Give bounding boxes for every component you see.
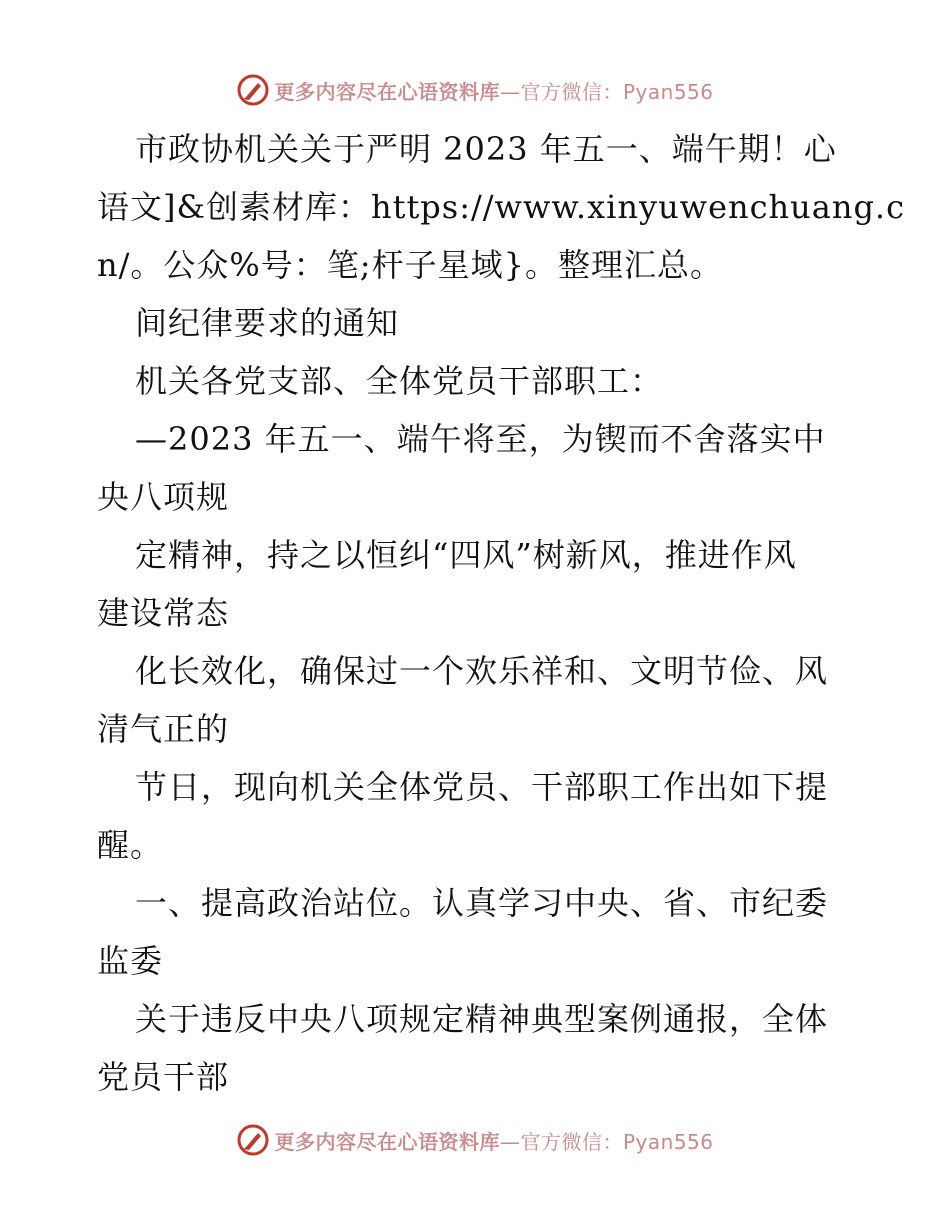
doc-line: 监委 xyxy=(97,942,164,980)
header-banner-text xyxy=(274,76,713,105)
header-banner xyxy=(0,70,950,110)
doc-line: 一、提高政治站位。认真学习中央、省、市纪委 xyxy=(135,884,829,922)
footer-banner-dash: — xyxy=(499,1129,521,1154)
doc-line: 节日，现向机关全体党员、干部职工作出如下提 xyxy=(135,768,829,806)
header-banner-dash: — xyxy=(499,79,521,104)
doc-line: 建设常态 xyxy=(97,594,230,632)
footer-banner-wechat-id: Pyan556 xyxy=(622,1129,714,1154)
doc-line: 清气正的 xyxy=(97,710,230,748)
doc-line: 市政协机关关于严明 2023 年五一、端午期！心 xyxy=(135,130,837,168)
doc-line: n/。公众%号：笔;杆子星域}。整理汇总。 xyxy=(97,246,723,284)
footer-banner xyxy=(0,1120,950,1160)
footer-banner-text xyxy=(274,1126,713,1155)
pen-nib-logo-icon xyxy=(236,73,270,107)
footer-banner-site: 更多内容尽在心语资料库 xyxy=(274,1129,500,1154)
doc-line: 化长效化，确保过一个欢乐祥和、文明节俭、风 xyxy=(135,652,829,690)
doc-line: 语文]&创素材库：https://www.xinyuwenchuang.c xyxy=(97,188,906,226)
header-banner-wechat-id: Pyan556 xyxy=(622,79,714,104)
pen-nib-logo-icon xyxy=(236,1123,270,1157)
footer-banner-wechat-label: 官方微信： xyxy=(520,1129,623,1154)
doc-line: —2023 年五一、端午将至，为锲而不舍落实中 xyxy=(135,420,826,458)
doc-line: 定精神，持之以恒纠“四风”树新风，推进作风 xyxy=(135,536,797,574)
doc-line: 机关各党支部、全体党员干部职工： xyxy=(135,362,664,400)
header-banner-wechat-label: 官方微信： xyxy=(520,79,623,104)
doc-line: 关于违反中央八项规定精神典型案例通报，全体 xyxy=(135,1000,829,1038)
doc-line: 央八项规 xyxy=(97,478,230,516)
header-banner-site: 更多内容尽在心语资料库 xyxy=(274,79,500,104)
doc-line: 党员干部 xyxy=(97,1058,230,1096)
document-body xyxy=(97,120,906,1106)
doc-line: 醒。 xyxy=(97,826,164,864)
doc-line: 间纪律要求的通知 xyxy=(135,304,400,342)
